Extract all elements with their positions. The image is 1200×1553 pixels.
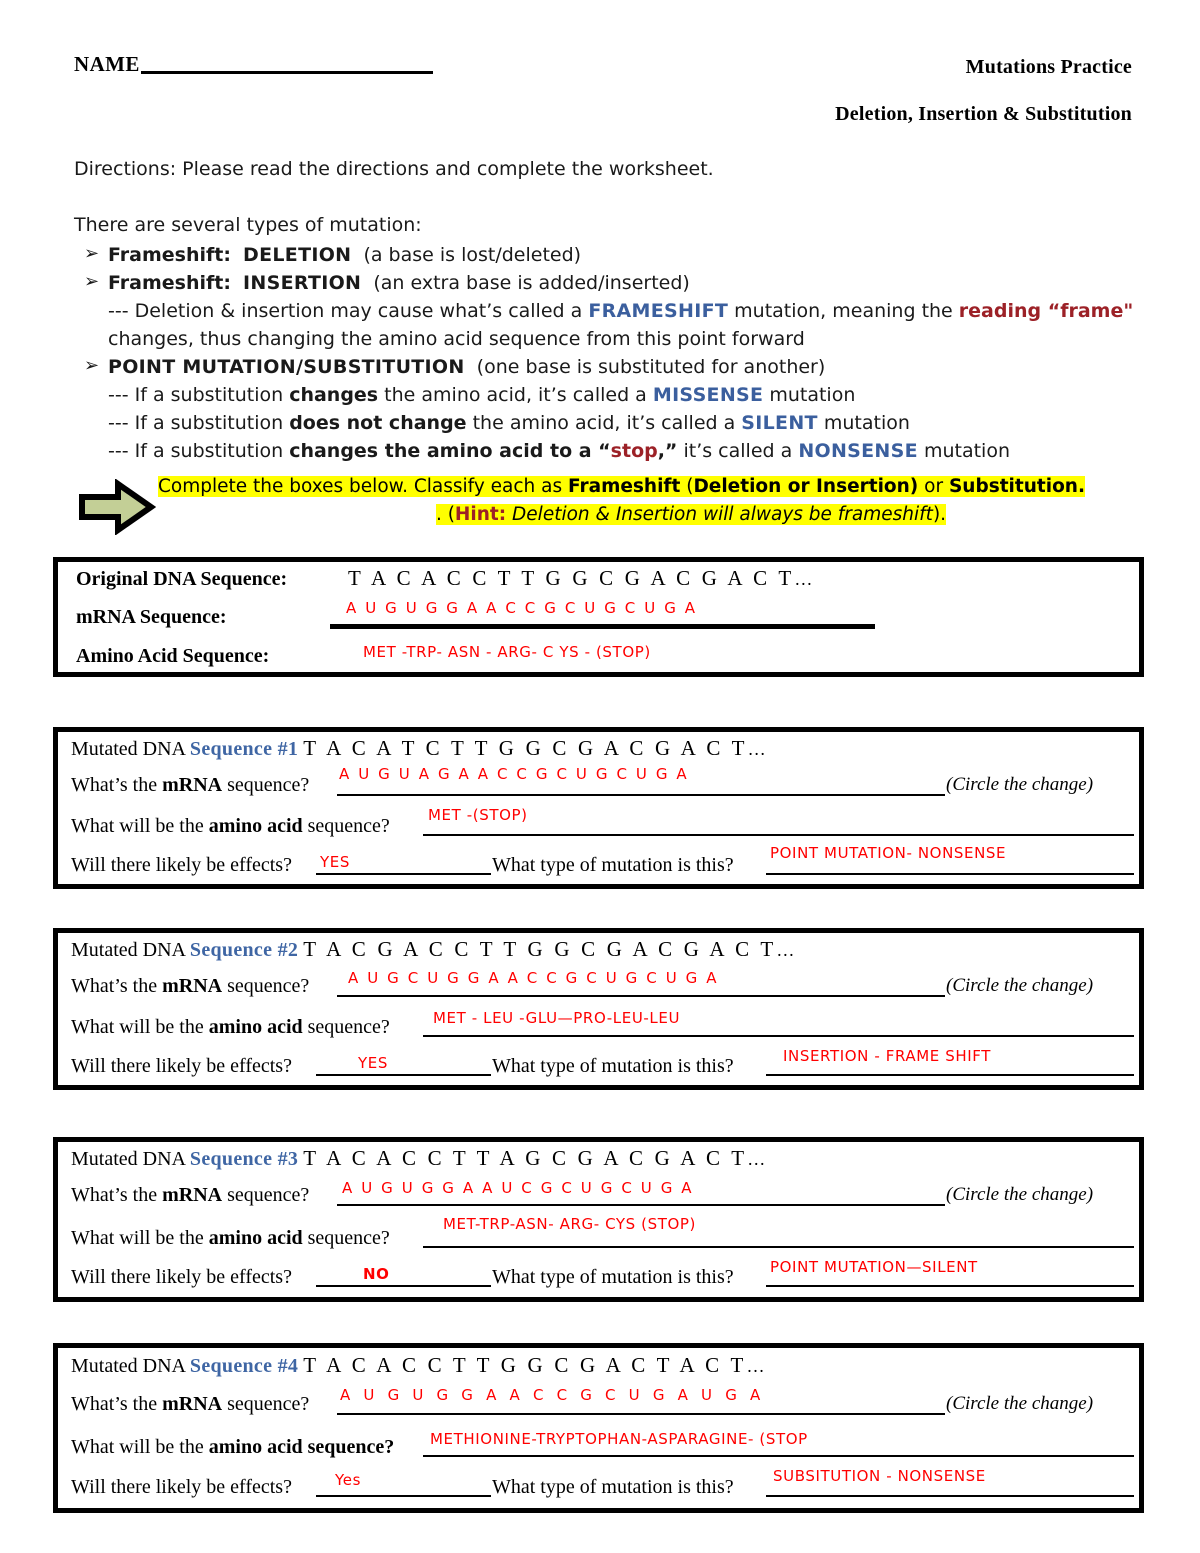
page-title: Mutations Practice [965, 56, 1132, 78]
box2-mrna-rule [337, 995, 945, 997]
mutated-sequence-box-2 [53, 928, 1144, 1090]
silent-text-a: --- If a substitution [108, 412, 290, 434]
nonsense-keyword: NONSENSE [798, 440, 918, 462]
callout-line-2 [158, 501, 1144, 529]
callout-1f: Substitution. [948, 476, 1085, 497]
missense-text-c: mutation [763, 384, 856, 406]
instructions-block [74, 155, 1134, 465]
missense-text-b: the amino acid, it’s called a [378, 384, 653, 406]
box1-type-answer[interactable]: POINT MUTATION- NONSENSE [770, 844, 1007, 862]
box3-header: Mutated DNA Sequence #3 T A C A C C T T A G C G A C G A C T… [71, 1146, 766, 1170]
box4-amino-question: What will be the amino acid sequence? [71, 1436, 395, 1458]
list-item-point-mutation [74, 353, 1134, 381]
original-amino-label: Amino Acid Sequence: [76, 645, 270, 667]
box4-effects-answer[interactable]: Yes [335, 1471, 362, 1489]
box1-type-rule [766, 873, 1134, 875]
silent-text-b: the amino acid, it’s called a [466, 412, 742, 434]
box1-mrna-answer[interactable]: A U G U A G A A C C G C U G C U G A [339, 765, 689, 783]
name-write-in-line[interactable] [141, 71, 433, 74]
box2-amino-rule [423, 1035, 1134, 1037]
box3-type-rule [766, 1285, 1134, 1287]
mutation-types-list [74, 241, 1134, 465]
callout-1c: ( [680, 476, 694, 497]
frameshift-note-line1 [74, 297, 1134, 325]
arrow-bullet-icon: ➢ [84, 243, 100, 264]
original-mrna-rule [330, 624, 875, 629]
frameshift-deletion-label: Frameshift: [108, 244, 231, 266]
silent-text-c: mutation [817, 412, 910, 434]
page-subtitle: Deletion, Insertion & Substitution [835, 103, 1132, 125]
frameshift-deletion-paren: (a base is lost/deleted) [363, 244, 582, 266]
frameshift-insertion-term: INSERTION [243, 272, 362, 294]
box4-circle-note: (Circle the change) [946, 1393, 1094, 1414]
callout-2c: ). [932, 504, 947, 525]
box4-seq-label: Sequence #4 [189, 1355, 299, 1377]
box2-amino-question: What will be the amino acid sequence? [71, 1016, 390, 1038]
box4-mrna-rule [337, 1413, 945, 1415]
callout-2a: . ( [435, 504, 455, 525]
box2-type-answer[interactable]: INSERTION - FRAME SHIFT [783, 1047, 991, 1065]
original-sequence-box [53, 557, 1144, 677]
box3-mrna-rule [337, 1204, 945, 1206]
original-amino-value[interactable]: MET -TRP- ASN - ARG- C YS - (STOP) [363, 643, 651, 661]
missense-keyword: MISSENSE [652, 384, 764, 406]
box3-amino-answer[interactable]: MET-TRP-ASN- ARG- CYS (STOP) [443, 1215, 696, 1233]
frameshift-insertion-paren: (an extra base is added/inserted) [373, 272, 690, 294]
box3-effects-question: Will there likely be effects? [71, 1266, 292, 1288]
box3-mrna-answer[interactable]: A U G U G G A A U C G C U G C U G A [342, 1179, 694, 1197]
box2-mrna-answer[interactable]: A U G C U G G A A C C G C U G C U G A [348, 969, 719, 987]
box4-type-rule [766, 1495, 1134, 1497]
nonsense-note [74, 437, 1134, 465]
box4-amino-answer[interactable]: METHIONINE-TRYPTOPHAN-ASPARAGINE- (STOP [430, 1430, 808, 1448]
frameshift-note-line2 [74, 325, 1134, 353]
nonsense-text-c: mutation [917, 440, 1010, 462]
box1-amino-answer[interactable]: MET -(STOP) [428, 806, 528, 824]
directions-text: Directions: Please read the directions and complete the worksheet. [74, 158, 714, 180]
nonsense-text-a: --- If a substitution [108, 440, 290, 462]
box1-effects-answer[interactable]: YES [320, 853, 350, 871]
frameshift-note-text-a: --- Deletion & insertion may cause what’s called a [108, 300, 589, 322]
stop-keyword: stop [610, 440, 658, 462]
nonsense-bold-end: ,” [657, 440, 678, 462]
box2-header: Mutated DNA Sequence #2 T A C G A C C T T G G C G A C G A C T… [71, 937, 795, 961]
point-mutation-term: POINT MUTATION/SUBSTITUTION [108, 356, 465, 378]
point-mutation-paren: (one base is substituted for another) [476, 356, 826, 378]
missense-note [74, 381, 1134, 409]
box1-effects-rule [316, 873, 491, 875]
box3-effects-answer[interactable]: NO [363, 1265, 390, 1283]
original-dna-value: T A C A C C T T G G C G A C G A C T… [348, 566, 813, 590]
frameshift-insertion-label: Frameshift: [108, 272, 231, 294]
reading-frame-keyword: reading “frame" [958, 300, 1134, 322]
name-label: NAME [74, 52, 140, 76]
callout-1d: Deletion or Insertion) [693, 476, 919, 497]
box4-type-answer[interactable]: SUBSITUTION - NONSENSE [773, 1467, 986, 1485]
box2-effects-answer[interactable]: YES [358, 1054, 388, 1072]
silent-keyword: SILENT [741, 412, 818, 434]
box2-type-question: What type of mutation is this? [492, 1055, 734, 1077]
original-mrna-value[interactable]: A U G U G G A A C C G C U G C U G A [346, 599, 698, 617]
box4-amino-rule [423, 1455, 1134, 1457]
callout-text [158, 473, 1144, 529]
callout-block [74, 473, 1144, 543]
callout-1e: or [918, 476, 949, 497]
page-header [0, 0, 1200, 130]
box1-mrna-question: What’s the mRNA sequence? [71, 774, 310, 796]
box1-mrna-rule [337, 794, 945, 796]
list-item-frameshift-deletion [74, 241, 1134, 269]
frameshift-deletion-term: DELETION [243, 244, 352, 266]
box3-type-answer[interactable]: POINT MUTATION—SILENT [770, 1258, 978, 1276]
box3-type-question: What type of mutation is this? [492, 1266, 734, 1288]
nonsense-text-b: it’s called a [677, 440, 799, 462]
frameshift-note-text-b: mutation, meaning the [728, 300, 959, 322]
box1-circle-note: (Circle the change) [946, 774, 1094, 795]
original-mrna-label: mRNA Sequence: [76, 606, 227, 628]
box1-seq-label: Sequence #1 [189, 738, 299, 760]
box2-seq-label: Sequence #2 [189, 939, 299, 961]
callout-line-1 [158, 473, 1144, 501]
box1-type-question: What type of mutation is this? [492, 854, 734, 876]
box4-type-question: What type of mutation is this? [492, 1476, 734, 1498]
list-item-frameshift-insertion [74, 269, 1134, 297]
mutated-sequence-box-3 [53, 1137, 1144, 1302]
types-intro-text: There are several types of mutation: [74, 214, 422, 236]
box4-mrna-answer[interactable]: A U G U G G A A C C G C U G A U G A [340, 1386, 765, 1404]
callout-1a: Complete the boxes below. Classify each as [158, 476, 569, 497]
box2-effects-question: Will there likely be effects? [71, 1055, 292, 1077]
box2-circle-note: (Circle the change) [946, 975, 1094, 996]
silent-bold: does not change [289, 412, 467, 434]
original-dna-label: Original DNA Sequence: [76, 568, 288, 590]
box1-effects-question: Will there likely be effects? [71, 854, 292, 876]
box4-header: Mutated DNA Sequence #4 T A C A C C T T G G C G A C T A C T… [71, 1353, 765, 1377]
nonsense-bold: changes the amino acid to a “ [289, 440, 611, 462]
box3-mrna-question: What’s the mRNA sequence? [71, 1184, 310, 1206]
box2-amino-answer[interactable]: MET - LEU -GLU—PRO-LEU-LEU [433, 1009, 681, 1027]
box1-header: Mutated DNA Sequence #1 T A C A T C T T G G C G A C G A C T… [71, 736, 766, 760]
missense-text-a: --- If a substitution [108, 384, 290, 406]
frameshift-note-text-c: changes, thus changing the amino acid sequence from this point forward [108, 328, 805, 350]
box4-effects-question: Will there likely be effects? [71, 1476, 292, 1498]
box1-amino-question: What will be the amino acid sequence? [71, 815, 390, 837]
box3-amino-rule [423, 1246, 1134, 1248]
callout-1b: Frameshift [568, 476, 681, 497]
box3-effects-rule [316, 1285, 491, 1287]
box4-mrna-question: What’s the mRNA sequence? [71, 1393, 310, 1415]
arrow-bullet-icon: ➢ [84, 271, 100, 292]
arrow-bullet-icon: ➢ [84, 355, 100, 376]
hint-label: Hint: [454, 504, 507, 525]
box3-circle-note: (Circle the change) [946, 1184, 1094, 1205]
frameshift-keyword: FRAMESHIFT [588, 300, 729, 322]
box4-effects-rule [316, 1495, 491, 1497]
mutated-sequence-box-4 [53, 1343, 1144, 1513]
box2-mrna-question: What’s the mRNA sequence? [71, 975, 310, 997]
box3-seq-label: Sequence #3 [189, 1148, 299, 1170]
missense-bold: changes [289, 384, 379, 406]
mutated-sequence-box-1 [53, 727, 1144, 889]
silent-note [74, 409, 1134, 437]
box3-amino-question: What will be the amino acid sequence? [71, 1227, 390, 1249]
name-field-group[interactable] [74, 54, 433, 75]
box2-effects-rule [316, 1074, 491, 1076]
callout-2b: Deletion & Insertion will always be frameshift [506, 504, 933, 525]
right-arrow-icon [78, 479, 156, 540]
box1-amino-rule [423, 834, 1134, 836]
box2-type-rule [766, 1074, 1134, 1076]
